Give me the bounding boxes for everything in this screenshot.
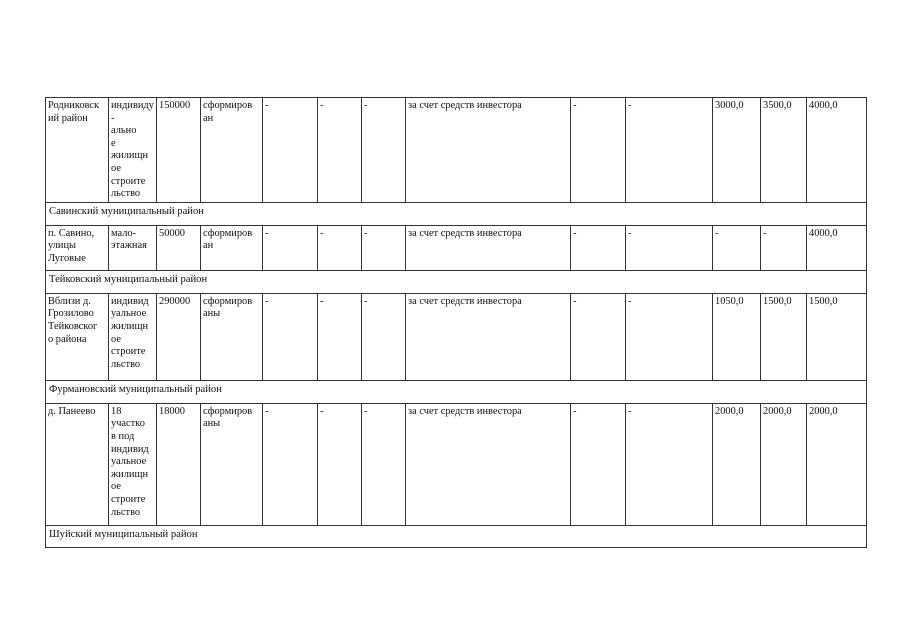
col9-cell: [571, 403, 626, 525]
district-name: Тейковский муниципальный район: [46, 270, 867, 293]
col5-cell: [263, 225, 318, 270]
cell-text: -: [573, 405, 577, 417]
cell-text: 2000,0: [715, 405, 744, 417]
value-2013-cell: [713, 403, 761, 525]
purpose-cell: [109, 225, 157, 270]
cell-text: индивид уальное жилищн ое строите льство: [111, 295, 149, 370]
col7-cell: [362, 98, 406, 203]
section-header-row: [46, 525, 867, 547]
col10-cell: [626, 293, 713, 380]
location-cell: [46, 293, 109, 380]
cell-text: -: [364, 227, 368, 239]
col10-cell: [626, 225, 713, 270]
table-row: [46, 225, 867, 270]
cell-text: -: [628, 100, 632, 111]
value-2015-cell: [807, 403, 867, 525]
cell-text: 4000,0: [809, 227, 838, 239]
cell-text: за счет средств инвестора: [408, 405, 522, 417]
cell-text: -: [628, 227, 632, 239]
location-cell: [46, 225, 109, 270]
area-cell: [157, 225, 201, 270]
funding-cell: [406, 403, 571, 525]
cell-text: 4000,0: [809, 100, 838, 111]
cell-text: -: [320, 100, 324, 111]
cell-text: индивиду- ально е жилищн ое строите льство: [111, 100, 154, 200]
col7-cell: [362, 293, 406, 380]
table-row: [46, 293, 867, 380]
cell-text: Родниковск ий район: [48, 100, 100, 124]
cell-text: -: [265, 405, 269, 417]
cell-text: -: [265, 100, 269, 111]
cell-text: -: [573, 295, 577, 307]
purpose-cell: [109, 293, 157, 380]
funding-cell: [406, 293, 571, 380]
value-2014-cell: [761, 293, 807, 380]
district-name: Шуйский муниципальный район: [46, 525, 867, 547]
cell-text: 3000,0: [715, 100, 744, 111]
section-header-row: [46, 270, 867, 293]
col5-cell: [263, 403, 318, 525]
col9-cell: [571, 98, 626, 203]
cell-text: -: [628, 295, 632, 307]
cell-text: 1500,0: [763, 295, 792, 307]
value-2015-cell: [807, 225, 867, 270]
cell-text: 1500,0: [809, 295, 838, 307]
value-2013-cell: [713, 293, 761, 380]
cell-text: 150000: [159, 100, 191, 111]
funding-cell: [406, 98, 571, 203]
status-cell: [201, 225, 263, 270]
cell-text: д. Панеево: [48, 405, 96, 417]
col6-cell: [318, 293, 362, 380]
status-cell: [201, 403, 263, 525]
value-2014-cell: [761, 403, 807, 525]
value-2015-cell: [807, 98, 867, 203]
col10-cell: [626, 98, 713, 203]
col6-cell: [318, 403, 362, 525]
col9-cell: [571, 225, 626, 270]
col7-cell: [362, 403, 406, 525]
status-cell: [201, 98, 263, 203]
cell-text: 18000: [159, 405, 185, 417]
cell-text: 18 участко в под индивид уальное жилищн ое строите льство: [111, 405, 149, 518]
cell-text: 3500,0: [763, 100, 792, 111]
cell-text: -: [573, 100, 577, 111]
value-2014-cell: [761, 98, 807, 203]
cell-text: -: [364, 295, 368, 307]
col6-cell: [318, 225, 362, 270]
cell-text: -: [265, 227, 269, 239]
cell-text: -: [320, 405, 324, 417]
cell-text: -: [265, 295, 269, 307]
cell-text: за счет средств инвестора: [408, 295, 522, 307]
cell-text: 2000,0: [809, 405, 838, 417]
col10-cell: [626, 403, 713, 525]
location-cell: [46, 403, 109, 525]
document-table: [45, 97, 867, 548]
cell-text: 2000,0: [763, 405, 792, 417]
table-row: [46, 403, 867, 525]
cell-text: сформиров аны: [203, 295, 253, 320]
cell-text: -: [628, 405, 632, 417]
col9-cell: [571, 293, 626, 380]
col5-cell: [263, 98, 318, 203]
cell-text: п. Савино, улицы Луговые: [48, 227, 95, 264]
purpose-cell: [109, 98, 157, 203]
value-2014-cell: [761, 225, 807, 270]
cell-text: сформиров аны: [203, 405, 253, 430]
purpose-cell: [109, 403, 157, 525]
section-header-row: [46, 380, 867, 403]
table-row: [46, 98, 867, 203]
col7-cell: [362, 225, 406, 270]
district-name: Фурмановский муниципальный район: [46, 380, 867, 403]
value-2013-cell: [713, 225, 761, 270]
section-header-row: [46, 202, 867, 225]
cell-text: Вблизи д. Грозилово Тейковског о района: [48, 295, 98, 345]
cell-text: 50000: [159, 227, 185, 239]
cell-text: -: [573, 227, 577, 239]
cell-text: за счет средств инвестора: [408, 227, 522, 239]
district-name: Савинский муниципальный район: [46, 202, 867, 225]
cell-text: -: [320, 227, 324, 239]
status-cell: [201, 293, 263, 380]
area-cell: [157, 98, 201, 203]
cell-text: -: [320, 295, 324, 307]
cell-text: -: [364, 405, 368, 417]
cell-text: сформиров ан: [203, 227, 253, 252]
cell-text: 1050,0: [715, 295, 744, 307]
value-2013-cell: [713, 98, 761, 203]
value-2015-cell: [807, 293, 867, 380]
area-cell: [157, 293, 201, 380]
cell-text: -: [364, 100, 368, 111]
area-cell: [157, 403, 201, 525]
col6-cell: [318, 98, 362, 203]
cell-text: 290000: [159, 295, 191, 307]
cell-text: сформиров ан: [203, 100, 253, 124]
cell-text: -: [763, 227, 767, 239]
cell-text: за счет средств инвестора: [408, 100, 522, 111]
location-cell: [46, 98, 109, 203]
funding-cell: [406, 225, 571, 270]
col5-cell: [263, 293, 318, 380]
cell-text: -: [715, 227, 719, 239]
cell-text: мало- этажная: [111, 227, 147, 252]
